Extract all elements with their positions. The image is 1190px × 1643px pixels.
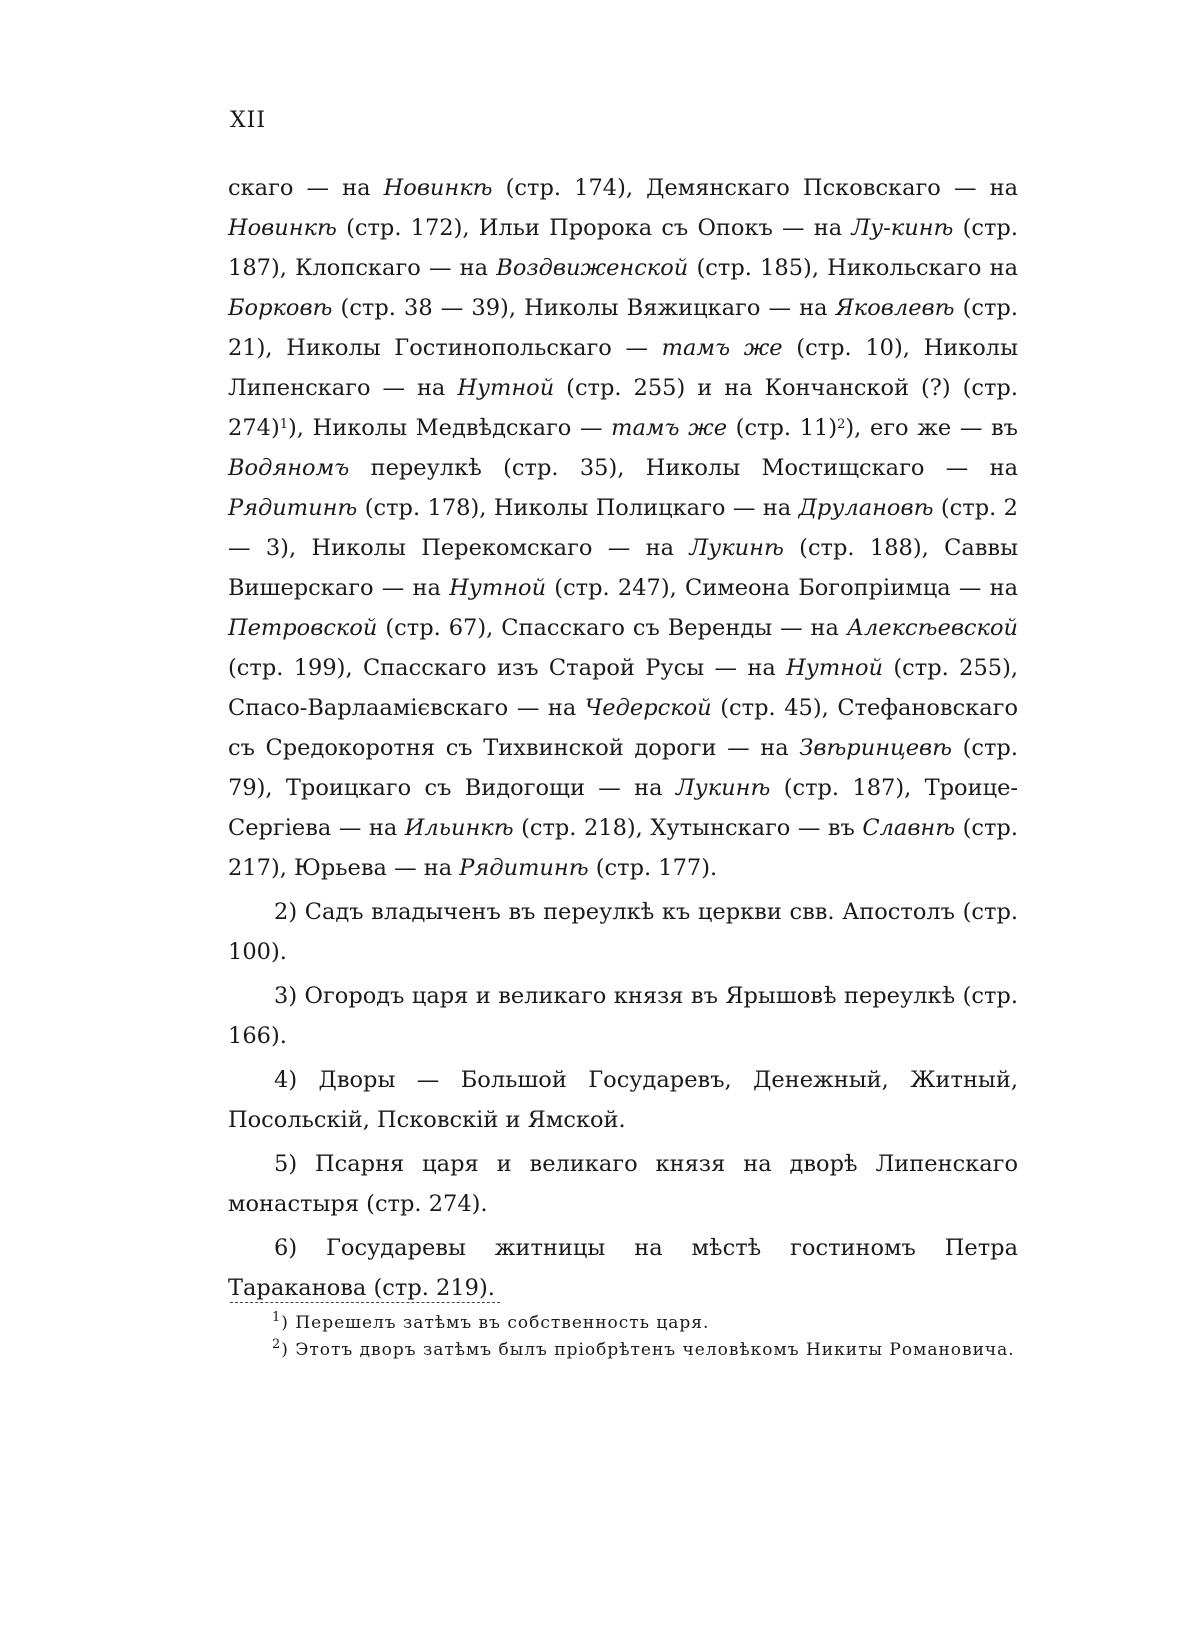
text-run: (стр. 172), Ильи Пророка съ Опокъ — на — [336, 215, 852, 241]
text-run: (стр. 174), Демянскаго Псковскаго — на — [492, 175, 1018, 201]
street-name: Нутной — [449, 575, 547, 601]
text-run: ), Николы Медвѣдскаго — — [288, 415, 612, 441]
text-run: (стр. 255), Спасо-Варлаамієвскаго — на — [228, 655, 1018, 721]
footnote-text: ) Перешелъ затѣмъ въ собственность царя. — [281, 1313, 710, 1333]
text-run: (стр. 187), Клопскаго — на — [228, 215, 1018, 281]
main-text — [228, 168, 1018, 1308]
text-run: скаго — на — [228, 175, 384, 201]
street-name: Новинкѣ — [383, 175, 493, 201]
footnotes — [228, 1310, 1018, 1364]
footnote-text: ) Этотъ дворъ затѣмъ былъ пріобрѣтенъ человѣкомъ Никиты Романовича. — [281, 1340, 1015, 1360]
text-run: (стр. 247), Симеона Богопріимца — на — [546, 575, 1018, 601]
street-name: Алексѣевской — [846, 615, 1018, 641]
text-run: (стр. 199), Спасскаго изъ Старой Русы — на — [228, 655, 787, 681]
text-run: (стр. 217), Юрьева — на — [228, 815, 1018, 881]
list-item: 4) Дворы — Большой Государевъ, Денежный, Житный, Посольскій, Псковскій и Ямской. — [228, 1067, 1018, 1133]
street-name: Рядитинѣ — [459, 855, 589, 881]
text-run: (стр. 177). — [588, 855, 718, 881]
text-run: (стр. 188), Саввы Вишерскаго — на — [228, 535, 1018, 601]
ibid-phrase: тамъ же — [611, 415, 728, 441]
list-item: 3) Огородъ царя и великаго князя въ Ярышовѣ переулкѣ (стр. 166). — [228, 983, 1018, 1049]
street-name: Водяномъ — [228, 455, 350, 481]
text-run: (стр. 255) и на Кончанской (?) (стр. 274) — [228, 375, 1018, 441]
street-name: Славнѣ — [862, 815, 956, 841]
text-run: ), его же — въ — [845, 415, 1018, 441]
text-run: (стр. 218), Хутынскаго — въ — [513, 815, 863, 841]
text-run: (стр. 45), Стефановскаго съ Средокоротня съ Тихвинской дороги — на — [228, 695, 1018, 761]
street-name: Лу-кинѣ — [851, 215, 954, 241]
text-run: (стр. 10), Николы Липенскаго — на — [228, 335, 1018, 401]
footnote-1 — [228, 1310, 1018, 1337]
street-name: Новинкѣ — [228, 215, 337, 241]
street-name: Рядитинѣ — [228, 495, 358, 521]
street-name: Петровской — [228, 615, 378, 641]
street-name: Звѣринцевѣ — [799, 735, 952, 761]
footnote-mark: 1 — [272, 1310, 282, 1325]
footnote-ref-1: 1 — [279, 417, 289, 432]
text-run: (стр. 11) — [727, 415, 838, 441]
list-item: 6) Государевы житницы на мѣстѣ гостиномъ Петра Тараканова (стр. 219). — [228, 1235, 1018, 1301]
text-run: (стр. 178), Николы Полицкаго — на — [357, 495, 799, 521]
footnote-mark: 2 — [272, 1337, 282, 1352]
street-name: Чедерской — [584, 695, 712, 721]
street-name: Воздвиженской — [496, 255, 689, 281]
footnote-2 — [228, 1337, 1018, 1364]
street-name: Нутной — [786, 655, 884, 681]
text-run: (стр. 38 — 39), Николы Вяжицкаго — на — [332, 295, 836, 321]
footnote-divider — [230, 1302, 500, 1303]
text-run: (стр. 21), Николы Гостинопольскаго — — [228, 295, 1018, 361]
street-name: Лукинѣ — [689, 535, 784, 561]
continued-paragraph — [228, 168, 1018, 888]
footnote-ref-2: 2 — [837, 417, 846, 432]
text-run: (стр. 2 — 3), Николы Перекомскаго — на — [228, 495, 1018, 561]
text-run: (стр. 79), Троицкаго съ Видогощи — на — [228, 735, 1018, 801]
text-run: (стр. 187), Троице-Сергіева — на — [228, 775, 1018, 841]
street-name: Борковѣ — [228, 295, 333, 321]
text-run: переулкѣ (стр. 35), Николы Мостищскаго — на — [349, 455, 1018, 481]
text-run: (стр. 185), Никольскаго на — [688, 255, 1018, 281]
ibid-phrase: тамъ же — [661, 335, 783, 361]
street-name: Ильинкѣ — [404, 815, 514, 841]
list-item: 5) Псарня царя и великаго князя на дворѣ Липенскаго монастыря (стр. 274). — [228, 1151, 1018, 1217]
street-name: Лукинѣ — [675, 775, 771, 801]
street-name: Яковлевѣ — [835, 295, 955, 321]
street-name: Друлановѣ — [798, 495, 934, 521]
list-item: 2) Садъ владыченъ въ переулкѣ къ церкви свв. Апостолъ (стр. 100). — [228, 899, 1018, 965]
street-name: Нутной — [457, 375, 555, 401]
page-number: XII — [230, 108, 267, 133]
text-run: (стр. 67), Спасскаго съ Веренды — на — [377, 615, 847, 641]
